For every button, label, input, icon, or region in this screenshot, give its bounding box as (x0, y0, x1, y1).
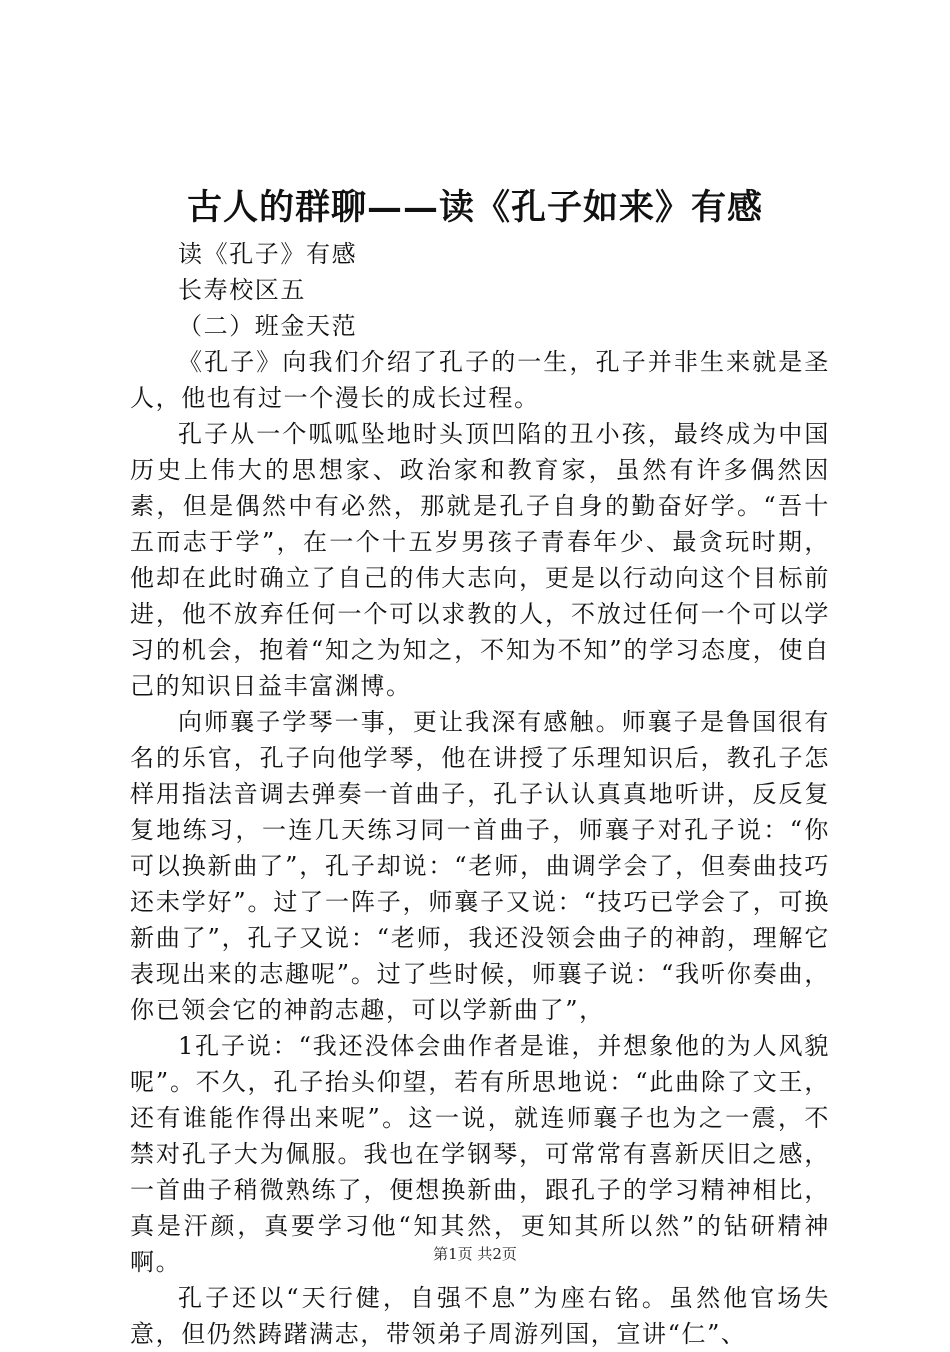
document-title: 古人的群聊——读《孔子如来》有感 (186, 187, 763, 228)
document-body (130, 236, 830, 1352)
meta-line-campus: 长寿校区五 (178, 276, 306, 304)
paragraph-motto: 孔子还以“天行健，自强不息”为座右铭。虽然他官场失意，但仍然踌躇满志，带领弟子周游列国，宣讲“仁”、 (130, 1284, 830, 1348)
paragraph-learning-qin: 向师襄子学琴一事，更让我深有感触。师襄子是鲁国很有名的乐官，孔子向他学琴，他在讲授了乐理知识后，教孔子怎样用指法音调去弹奏一首曲子，孔子认认真真地听讲，反反复复地练习，一连几天练习同一首曲子，师襄子对孔子说：“你可以换新曲了”，孔子却说：“老师，曲调学会了，但奏曲技巧还未学好”。过了一阵子，师襄子又说：“技巧已学会了，可换新曲了”，孔子又说：“老师，我还没领会曲子的神韵，理解它表现出来的志趣呢”。过了些时候，师襄子说：“我听你奏曲，你已领会它的神韵志趣，可以学新曲了”， (130, 708, 830, 1024)
paragraph-diligence: 孔子从一个呱呱坠地时头顶凹陷的丑小孩，最终成为中国历史上伟大的思想家、政治家和教育家，虽然有许多偶然因素，但是偶然中有必然，那就是孔子自身的勤奋好学。“吾十五而志于学”，在一个十五岁男孩子青春年少、最贪玩时期，他却在此时确立了自己的伟大志向，更是以行动向这个目标前进，他不放弃任何一个可以求教的人，不放过任何一个可以学习的机会，抱着“知之为知之，不知为不知”的学习态度，使自己的知识日益丰富渊博。 (130, 420, 830, 700)
page-number-footer: 第1页 共2页 (433, 1245, 517, 1263)
paragraph-intro: 《孔子》向我们介绍了孔子的一生，孔子并非生来就是圣人，他也有过一个漫长的成长过程。 (130, 348, 830, 412)
meta-line-class-author: （二）班金天范 (178, 312, 358, 340)
paragraph-reflection: 1孔子说：“我还没体会曲作者是谁，并想象他的为人风貌呢”。不久，孔子抬头仰望，若有所思地说：“此曲除了文王，还有谁能作得出来呢”。这一说，就连师襄子也为之一震，不禁对孔子大为佩服。我也在学钢琴，可常常有喜新厌旧之感，一首曲子稍微熟练了，便想换新曲，跟孔子的学习精神相比，真是汗颜，真要学习他“知其然，更知其所以然”的钻研精神啊。 (130, 1032, 830, 1276)
meta-line-article-heading: 读《孔子》有感 (178, 240, 358, 268)
